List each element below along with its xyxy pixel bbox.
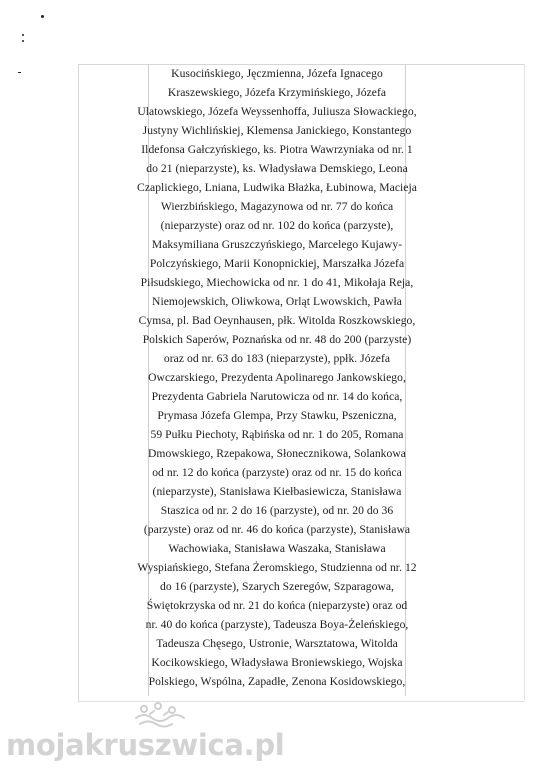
scan-speck bbox=[41, 15, 44, 18]
text-line: Owczarskiego, Prezydenta Apolinarego Jankowskiego, bbox=[148, 371, 406, 384]
text-line: Niemojewskich, Oliwkowa, Orląt Lwowskich, Pawła bbox=[152, 295, 402, 308]
text-line: Świętokrzyska od nr. 21 do końca (nieparzyste) oraz od bbox=[146, 599, 408, 612]
text-line: Ulatowskiego, Józefa Weyssenhoffa, Juliusza Słowackiego, bbox=[137, 105, 417, 118]
scan-speck bbox=[22, 34, 24, 36]
text-line: Kraszewskiego, Józefa Krzymińskiego, Józefa bbox=[167, 86, 387, 99]
text-line: oraz od nr. 63 do 183 (nieparzyste), ppłk. Józefa bbox=[163, 352, 391, 365]
watermark-text: mojakruszwica.pl bbox=[6, 728, 285, 762]
text-line: Justyny Wichlińskiej, Klemensa Janickiego, Konstantego bbox=[142, 124, 412, 137]
text-line: Polskiego, Wspólna, Zapadłe, Zenona Kosidowskiego, bbox=[148, 675, 406, 688]
text-line: Maksymiliana Gruszczyńskiego, Marcelego Kujawy- bbox=[151, 238, 403, 251]
text-line: (nieparzyste), Stanisława Kiełbasiewicza, Stanisława bbox=[152, 485, 402, 498]
text-line: Czaplickiego, Lniana, Ludwika Błażka, Łubinowa, Macieja bbox=[137, 181, 417, 194]
text-line: Staszica od nr. 2 do 16 (parzyste), od nr. 20 do 36 bbox=[160, 504, 394, 517]
text-line: (parzyste) oraz od nr. 46 do końca (parzyste), Stanisława bbox=[143, 523, 411, 536]
text-line: Polskich Saperów, Poznańska od nr. 48 do 200 (parzyste) bbox=[142, 333, 412, 346]
text-line: Ildefonsa Gałczyńskiego, ks. Piotra Wawrzyniaka od nr. 1 bbox=[141, 143, 413, 156]
page-border-right bbox=[524, 64, 525, 700]
text-line: Dmowskiego, Rzepakowa, Słonecznikowa, Solankowa bbox=[147, 447, 406, 460]
street-list-text bbox=[137, 64, 417, 696]
text-line: od nr. 12 do końca (parzyste) oraz od nr. 15 do końca bbox=[152, 466, 402, 479]
scan-speck bbox=[22, 40, 24, 42]
text-line: do 16 (parzyste), Szarych Szeregów, Szparagowa, bbox=[159, 580, 395, 593]
text-line: 59 Pułku Piechoty, Rąbińska od nr. 1 do 205, Romana bbox=[150, 428, 404, 441]
watermark-logo-icon bbox=[130, 700, 190, 730]
text-line: Piłsudskiego, Miechowicka od nr. 1 do 41, Mikołaja Reja, bbox=[140, 276, 414, 289]
scan-speck bbox=[18, 72, 21, 73]
text-line: Wierzbińskiego, Magazynowa od nr. 77 do końca bbox=[160, 200, 394, 213]
text-line: do 21 (nieparzyste), ks. Władysława Demskiego, Leona bbox=[146, 162, 408, 175]
text-line: Kusocińskiego, Jęczmienna, Józefa Ignacego bbox=[171, 67, 383, 80]
text-line: Kocikowskiego, Władysława Broniewskiego, Wojska bbox=[151, 656, 403, 669]
text-line: Wyspiańskiego, Stefana Żeromskiego, Studzienna od nr. 12 bbox=[137, 561, 417, 574]
text-line: Cymsa, pl. Bad Oeynhausen, płk. Witolda Roszkowskiego, bbox=[138, 314, 416, 327]
text-line: nr. 40 do końca (parzyste), Tadeusza Boya-Żeleńskiego, bbox=[145, 618, 409, 631]
text-line: Polczyńskiego, Marii Konopnickiej, Marszałka Józefa bbox=[149, 257, 405, 270]
text-line: Prymasa Józefa Glempa, Przy Stawku, Pszeniczna, bbox=[157, 409, 397, 422]
text-line: (nieparzyste) oraz od nr. 102 do końca (parzyste), bbox=[160, 219, 394, 232]
text-line: Tadeusza Chęsego, Ustronie, Warsztatowa, Witolda bbox=[156, 637, 398, 650]
text-line: Prezydenta Gabriela Narutowicza od nr. 14 do końca, bbox=[151, 390, 403, 403]
text-line: Wachowiaka, Stanisława Waszaka, Stanisława bbox=[168, 542, 386, 555]
